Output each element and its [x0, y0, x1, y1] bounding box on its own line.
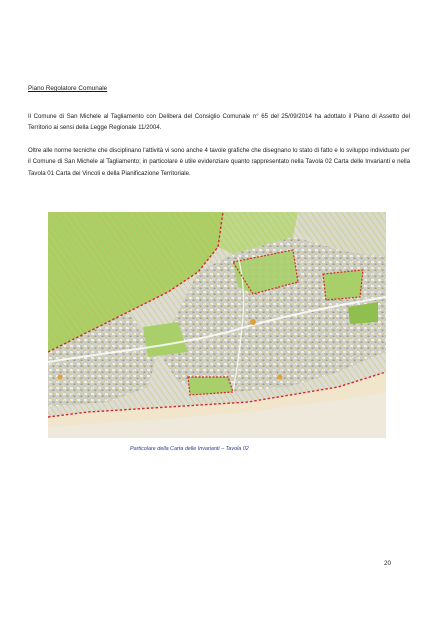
poi-marker [250, 319, 256, 325]
figure-caption: Particolare della Carta delle Invarianti – Tavola 02 [130, 446, 249, 452]
invariants-map [48, 212, 386, 438]
body-paragraph-2: Oltre alle norme tecniche che disciplinano l'attività vi sono anche 4 tavole grafiche che disegnano lo stato di fatto e lo sviluppo individuato per il Comune di San Michele al Tagliamento; in particolare è utile evidenziare quanto rappresentato nella Tavola 02 Carta delle Invarianti e nella Tavola 01 Carta dei Vincoli e della Pianificazione Territoriale. [28, 147, 410, 177]
page-number: 20 [384, 560, 391, 567]
body-paragraph-1: Il Comune di San Michele al Tagliamento con Delibera del Consiglio Comunale n° 65 del 25/09/2014 ha adottato il Piano di Assetto del Territorio ai sensi della Legge Regionale 11/2004. [28, 113, 410, 132]
poi-marker [278, 375, 283, 380]
green-area-2 [323, 270, 363, 300]
poi-marker [58, 375, 63, 380]
invariants-map-figure [48, 212, 386, 438]
green-area-4 [188, 377, 233, 395]
page-heading: Piano Regolatore Comunale [28, 85, 108, 92]
